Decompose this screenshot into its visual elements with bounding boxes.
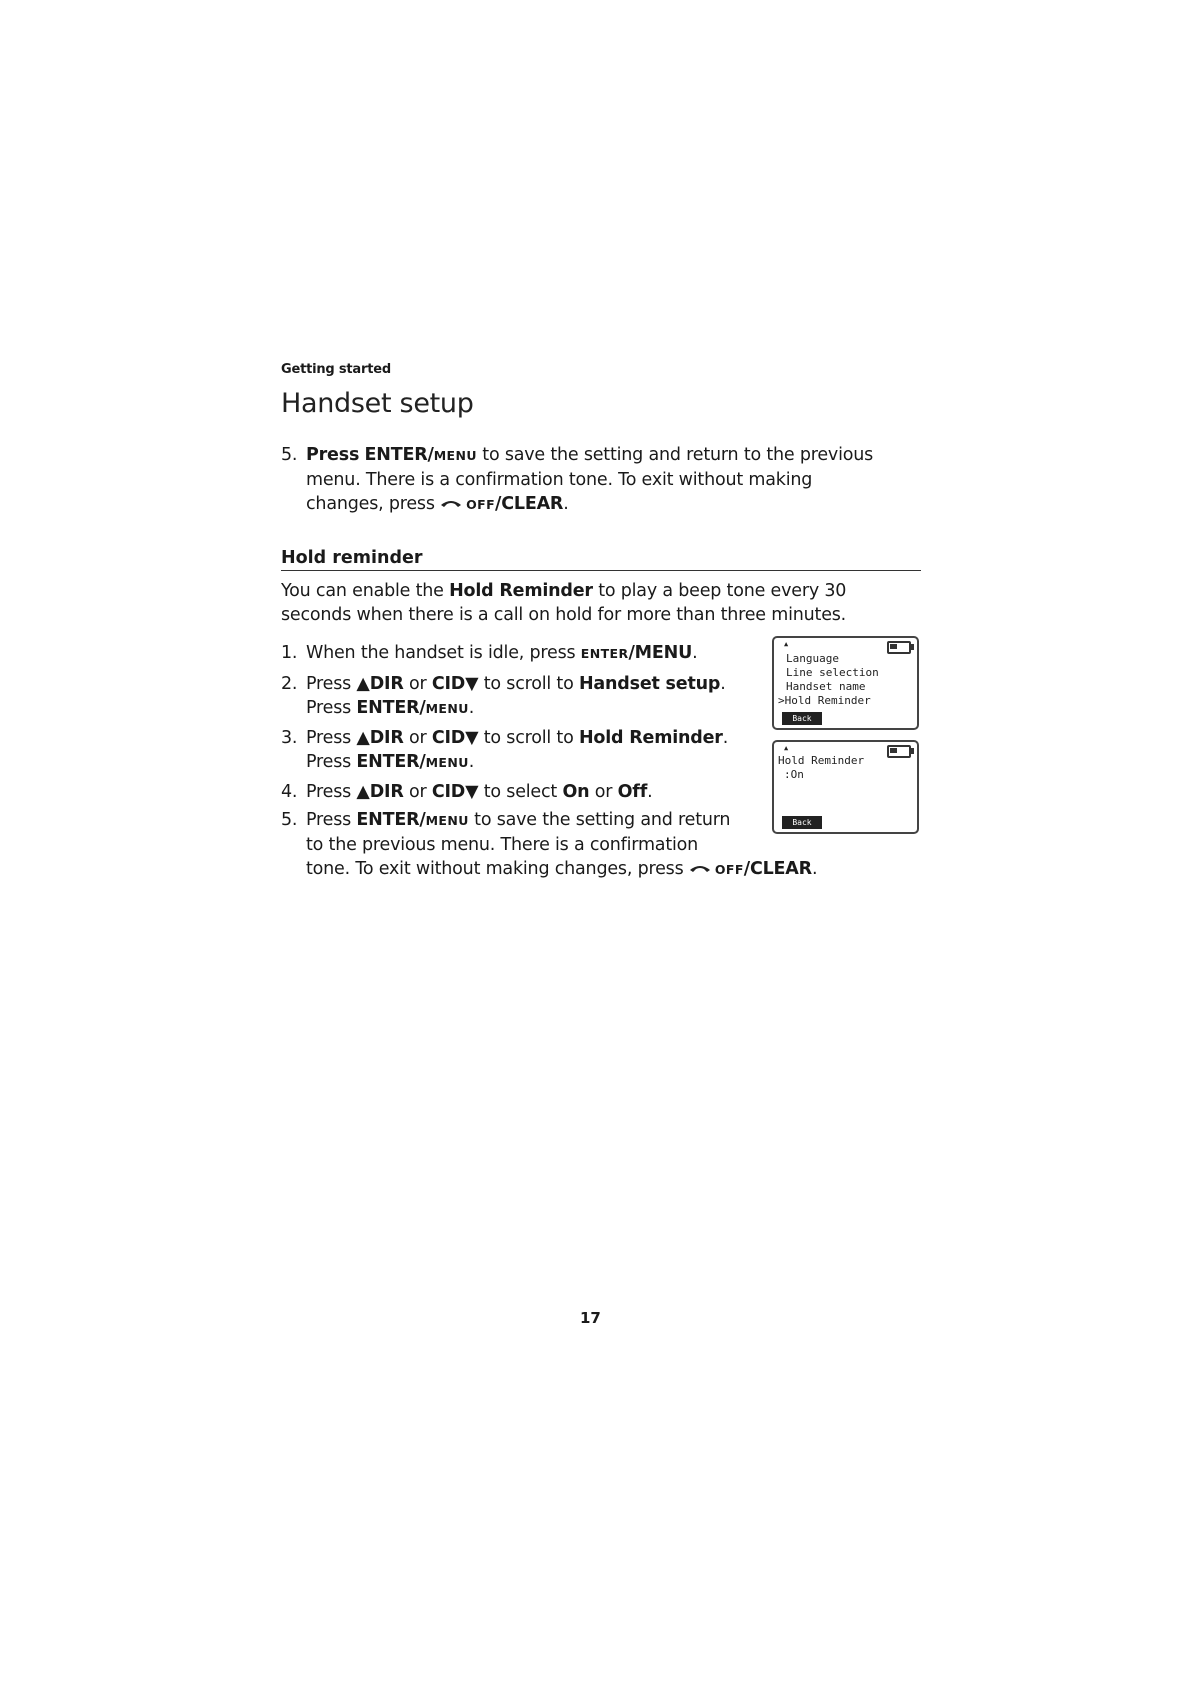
- step-text: or: [403, 728, 432, 748]
- screen-line: Line selection: [786, 666, 879, 679]
- step-1: [281, 641, 761, 666]
- intro-text: You can enable the: [281, 581, 450, 601]
- step-end: .: [563, 494, 569, 514]
- softkey-back: Back: [782, 816, 822, 829]
- clear-key: /CLEAR: [743, 859, 812, 879]
- handset-screen-menu: [772, 636, 919, 730]
- menu-key: /MENU: [628, 643, 693, 663]
- menu-key: MENU: [425, 755, 469, 770]
- step-text: to scroll to: [478, 728, 579, 748]
- page-number: 17: [580, 1309, 601, 1327]
- step-number: 3.: [281, 728, 298, 748]
- phone-hangup-icon: [689, 864, 711, 874]
- step-text: Press: [306, 782, 357, 802]
- step-end: .: [647, 782, 653, 802]
- enter-key: ENTER/: [364, 445, 434, 465]
- up-arrow-icon: ▲: [356, 674, 370, 694]
- step-number: 4.: [281, 782, 298, 802]
- step-text: Press: [306, 674, 357, 694]
- step-number: 5.: [281, 445, 298, 465]
- handset-screen-setting: [772, 740, 919, 834]
- option-off: Off: [617, 782, 648, 802]
- step-text: to save the setting and return: [468, 810, 731, 830]
- phone-hangup-icon: [440, 499, 462, 509]
- dir-key: DIR: [369, 674, 404, 694]
- section-heading: Hold reminder: [281, 548, 921, 571]
- up-arrow-icon: ▲: [356, 728, 370, 748]
- step-2: [281, 672, 761, 721]
- battery-icon: [887, 745, 911, 758]
- step-text: When the handset is idle, press: [306, 643, 581, 663]
- option-on: On: [562, 782, 590, 802]
- step-top: [281, 443, 921, 517]
- antenna-icon: ▲: [784, 744, 789, 752]
- down-arrow-icon: ▼: [465, 782, 479, 802]
- menu-key: MENU: [433, 448, 477, 463]
- screen-line: Handset name: [786, 680, 866, 693]
- step-text: or: [589, 782, 618, 802]
- softkey-back: Back: [782, 712, 822, 725]
- step-end: .: [720, 674, 726, 694]
- step-text: or: [403, 782, 432, 802]
- step-number: 2.: [281, 674, 298, 694]
- antenna-icon: ▲: [784, 640, 789, 648]
- step-number: 1.: [281, 643, 298, 663]
- step-text: to select: [478, 782, 563, 802]
- press-label: Press: [306, 445, 360, 465]
- step-text: Press: [306, 728, 357, 748]
- screen-line: :On: [784, 768, 804, 781]
- intro-paragraph: [281, 579, 941, 627]
- menu-target: Handset setup: [578, 674, 721, 694]
- menu-key: MENU: [425, 813, 469, 828]
- screen-line-selected: >Hold Reminder: [778, 694, 871, 707]
- step-text: tone. To exit without making changes, press: [306, 859, 689, 879]
- intro-text: seconds when there is a call on hold for more than three minutes.: [281, 605, 847, 625]
- enter-key: ENTER: [580, 646, 629, 661]
- enter-key: ENTER/: [356, 810, 426, 830]
- intro-text: to play a beep tone every 30: [592, 581, 847, 601]
- step-end: .: [722, 728, 729, 748]
- up-arrow-icon: ▲: [356, 782, 370, 802]
- page-title: Handset setup: [281, 388, 474, 419]
- step-text: Press: [306, 752, 357, 772]
- step-text: changes, press: [306, 494, 441, 514]
- dir-key: DIR: [369, 728, 404, 748]
- enter-key: ENTER/: [356, 698, 426, 718]
- step-end: .: [468, 698, 475, 718]
- section-label: Getting started: [281, 362, 391, 377]
- dir-key: DIR: [369, 782, 404, 802]
- step-text: to the previous menu. There is a confirmation: [306, 835, 699, 855]
- step-text: Press: [306, 810, 357, 830]
- off-key: OFF: [714, 862, 744, 877]
- step-number: 5.: [281, 810, 298, 830]
- cid-key: CID: [431, 674, 466, 694]
- off-key: OFF: [466, 497, 496, 512]
- step-end: .: [468, 752, 475, 772]
- step-end: .: [811, 859, 818, 879]
- down-arrow-icon: ▼: [465, 728, 479, 748]
- step-text: Press: [306, 698, 357, 718]
- step-text: to scroll to: [478, 674, 579, 694]
- clear-key: /CLEAR: [495, 494, 564, 514]
- menu-key: MENU: [425, 701, 469, 716]
- cid-key: CID: [431, 728, 466, 748]
- step-3: [281, 726, 761, 775]
- cid-key: CID: [431, 782, 466, 802]
- intro-bold: Hold Reminder: [449, 581, 593, 601]
- enter-key: ENTER/: [356, 752, 426, 772]
- step-4: [281, 780, 761, 804]
- step-text: to save the setting and return to the previous: [476, 445, 874, 465]
- screen-line: Language: [786, 652, 839, 665]
- down-arrow-icon: ▼: [465, 674, 479, 694]
- step-text: menu. There is a confirmation tone. To exit without making: [306, 470, 813, 490]
- menu-target: Hold Reminder: [578, 728, 723, 748]
- battery-icon: [887, 641, 911, 654]
- step-text: or: [403, 674, 432, 694]
- step-end: .: [692, 643, 698, 663]
- screen-line: Hold Reminder: [778, 754, 865, 767]
